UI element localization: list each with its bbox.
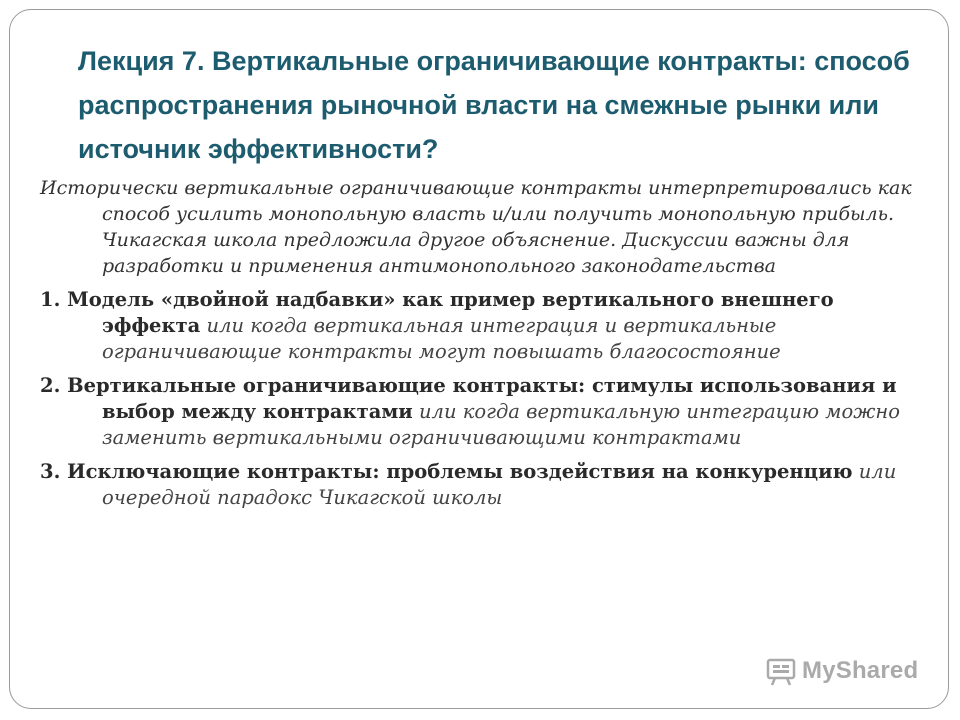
presentation-board-icon (766, 656, 796, 686)
item-subtitle: или очередной парадокс Чикагской школы (102, 460, 897, 509)
item-heading: 3. Исключающие контракты: проблемы воздействия на конкуренцию (40, 460, 853, 483)
item-subtitle: или когда вертикальную интеграцию можно заменить вертикальными ограничивающими контрактами (102, 400, 900, 449)
watermark-logo (766, 656, 918, 686)
slide-body (40, 175, 930, 511)
list-item (40, 373, 930, 451)
list-item (40, 287, 930, 365)
item-subtitle: или когда вертикальная интеграция и вертикальные ограничивающие контракты могут повышать благосостояние (102, 314, 781, 363)
item-heading: 1. Модель «двойной надбавки» как пример вертикального внешнего эффекта (40, 288, 834, 337)
item-heading: 2. Вертикальные ограничивающие контракты: стимулы использования и выбор между контрактами (40, 374, 897, 423)
watermark-text: MyShared (802, 657, 919, 684)
slide-title: Лекция 7. Вертикальные ограничивающие контракты: способ распространения рыночной власти на смежные рынки или источник эффективности? (78, 46, 910, 164)
list-item (40, 459, 930, 511)
intro-paragraph: Исторически вертикальные ограничивающие контракты интерпретировались как способ усилить монопольную власть и/или получить монопольную прибыль. Чикагская школа предложила другое объяснение. Дискуссии важны для разработки и применения антимонопольного законодательства (40, 177, 912, 277)
